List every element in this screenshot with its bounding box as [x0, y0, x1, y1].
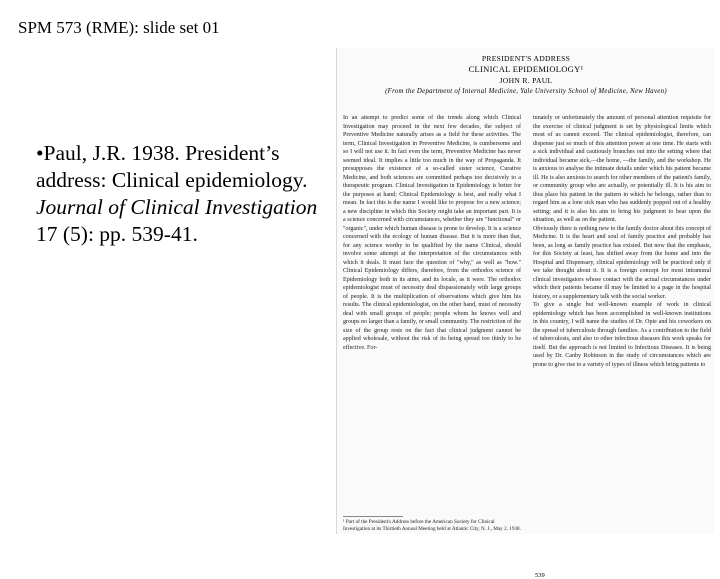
- slide-title: SPM 573 (RME): slide set 01: [18, 18, 220, 37]
- scanned-paper: [336, 48, 715, 579]
- paper-header: PRESIDENT'S ADDRESS: [481, 54, 571, 63]
- paper-author: JOHN R. PAUL: [499, 76, 553, 85]
- paper-title: CLINICAL EPIDEMIOLOGY¹: [468, 64, 584, 74]
- paper-affiliation: (From the Department of Internal Medicine, Yale University School of Medicine, New Haven): [385, 88, 667, 95]
- footnote-rule: [343, 516, 403, 517]
- paper-footnote: ¹ Part of the President's Address before the American Society for Clinical Investigation at its Thirtieth Annual Meeting held at Atlantic City, N. J., May 2, 1938.: [343, 519, 521, 532]
- paper-column-right: tunately or unfortunately the amount of personal attention requisite for the exercise of clinical judgment is set by physiological limits which most of us cannot exceed. The clinical epidemiologist, therefore, can dispense just so much of this attention power at one time. He starts with a sick individual and cautiously branches out into the setting where that individual became sick,—the home, —the family, and the workshop. He is anxious to analyse the intimate details under which his patient became ill. He is also anxious to search for other members of the patient's family, or community group who are actually, or potentially ill. It is his aim to thus place his patient in the pattern in which he belongs, rather than to regard him as a lone sick man who has suddenly popped out of a healthy setting; and it is also his aim to bring his judgment to bear upon the situation, as well as on the patient. Obviously there is nothing new to the family doctor about this concept of Medicine. It is the heart and soul of family practice and probably has been, as long as family practice has existed. But now that the emphasis, for this Society at least, has shifted away from the home and into the Hospital and Dispensary, clinical epidemiology will be practiced only if we take thought about it. It is a foreign concept for most intramural clinical investigators whose contact with the actual circumstances under which their patients became ill may be limited to a page in the hospital history, or a supplementary talk with the social worker. To give a single but well-known example of work in clinical epidemiology which has been accomplished in well-known institutions in this country, I will name the studies of Dr. Opie and his coworkers on the spread of tuberculosis through families. As a contribution to the field of tuberculosis, and also to other infectious diseases this work speaks for itself. But the approach is not limited to Infectious Diseases. It is being used by Dr. Canby Robinson in the study of circumstances which are prone to give rise to a variety of types of illness which bring patients to: [533, 115, 711, 368]
- citation-journal: Journal of Clinical Investigation: [36, 195, 318, 219]
- citation-volume: 17 (5): pp. 539-41.: [36, 222, 198, 246]
- page-number: 539: [535, 572, 545, 579]
- citation: [36, 140, 326, 248]
- paper-column-left: In an attempt to predict some of the trends along which Clinical Investigation may proceed in the next few decades, the subject of Preventive Medicine naturally arises as a field for these activities. The term, Clinical Investigation in Preventive Medicine, is cumbersome and so I will not use it. In fact even the term, Preventive Medicine has never seemed ideal. It implies a little too much in the way of Propaganda. It presupposes the existence of a so-called sister science, Curative Medicine, and both sciences are committed perhaps too decisively to a therapeutic program. Clinical Investigation in Epidemiology is better for the purposes at hand; Clinical Epidemiology is best, and really what I mean. In fact this is the name I would like to propose for a new science; a new discipline in which this Society might take an important part. It is a science concerned with circumstances, whether they are "functional" or "organic", under which human disease is prone to develop. It is a science concerned with the ecology of human disease. But it is more than that, for any science worthy to be qualified by the name Clinical, should involve some attempt at the interpretation of the circumstances with which it deals. It must face the question of "why," as well as "how." Clinical Epidemiology differs, therefore, from the orthodox science of Epidemiology both in its aims, and its locale, as it were. The orthodox epidemiologist must of necessity deal dispassionately with large groups of people. It is the multiplication of observations which give him his results. The clinical epidemiologist, on the other hand, must of necessity deal with small groups of people; people whom he knows well and groups no larger than a family, or small community. The restriction of the size of the group rests on the fact that clinical judgment cannot be applied wholesale, without the risk of its being spread too thinly to be effective. For-: [343, 115, 521, 351]
- citation-text: •Paul, J.R. 1938. President’s address: Clinical epidemiology.: [36, 141, 308, 192]
